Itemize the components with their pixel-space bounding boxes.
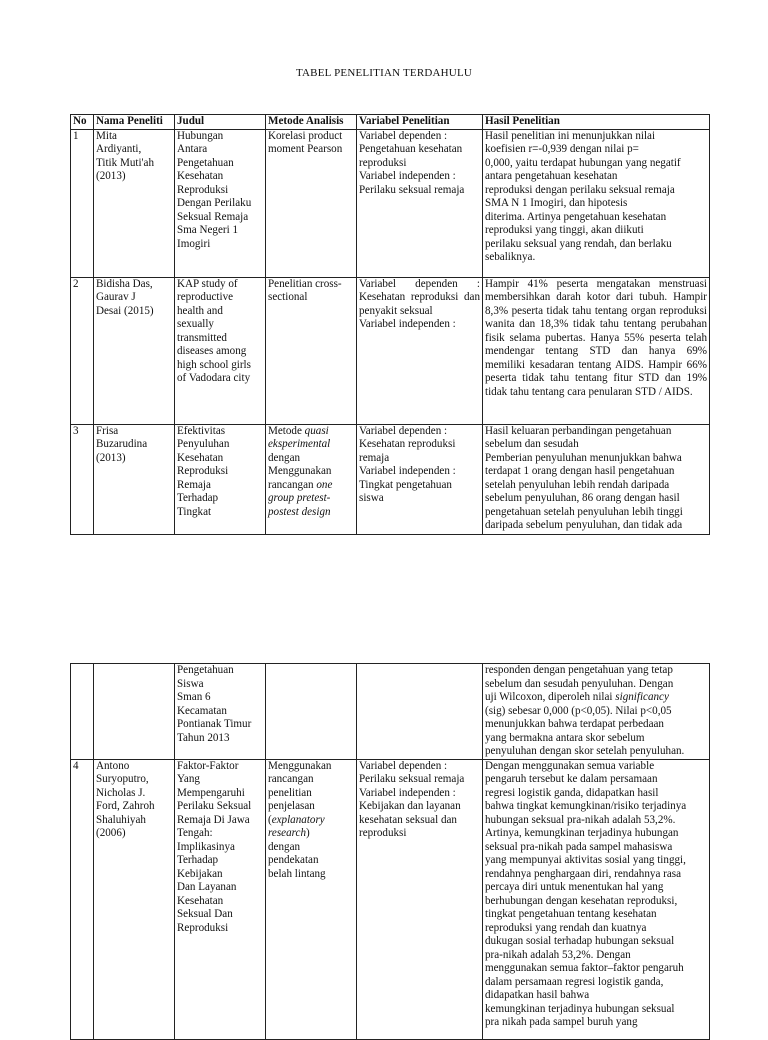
cell-metode: [266, 424, 357, 534]
cell-hasil: Hasil keluaran perbandingan pengetahuan sebelum dan sesudah Pemberian penyuluhan menunjukkan bahwa terdapat 1 orang dengan hasil pengetahuan setelah penyuluhan lebih rendah daripada sebelum penyuluhan, 86 orang dengan hasil pengetahuan setelah penyuluhan lebih tinggi daripada sebelum penyuluhan, dan tidak ada: [483, 424, 710, 534]
cell-variabel: [357, 664, 483, 760]
research-table: [70, 114, 710, 535]
cell-hasil: Dengan menggunakan semua variable pengaruh tersebut ke dalam persamaan regresi logistik ganda, didapatkan hasil bahwa tingkat kemungkinan/risiko terjadinya hubungan seksual pra-nikah adalah 53,2%. Artinya, kemungkinan terjadinya hubungan seksual pra-nikah pada sampel mahasiswa yang mempunyai aktivitas sosial yang tinggi, rendahnya penghargaan diri, rendahnya rasa percaya diri untuk menentukan hal yang berhubungan dengan kesehatan reproduksi, tingkat pengetahuan tentang kesehatan reproduksi yang rendah dan kuatnya dukugan sosial terhadap hubungan seksual pra-nikah adalah 53,2%. Dengan menggunakan semua faktor–faktor pengaruh dalam persamaan regresi logistik ganda, didapatkan hasil bahwa kemungkinan terjadinya hubungan seksual pra nikah pada sampel buruh yang: [483, 759, 710, 1039]
cell-nama: Frisa Buzarudina (2013): [94, 424, 175, 534]
cell-variabel: Variabel dependen : Kesehatan reproduksi remaja Variabel independen : Tingkat pengetahuan siswa: [357, 424, 483, 534]
cell-judul: KAP study of reproductive health and sexually transmitted diseases among high school girls of Vadodara city: [175, 277, 266, 424]
metode-italic: quasi eksperimental: [268, 424, 331, 450]
cell-nama: Mita Ardiyanti, Titik Muti'ah (2013): [94, 129, 175, 277]
cell-variabel: Variabel dependen : Pengetahuan kesehatan reproduksi Variabel independen : Perilaku seksual remaja: [357, 129, 483, 277]
cell-judul: Faktor-Faktor Yang Mempengaruhi Perilaku Seksual Remaja Di Jawa Tengah: Implikasinya Terhadap Kebijakan Dan Layanan Kesehatan Seksual Dan Reproduksi: [175, 759, 266, 1039]
metode-text: Metode: [268, 424, 305, 437]
metode-text: dengan Menggunakan rancangan: [268, 451, 332, 491]
cell-no: 2: [71, 277, 94, 424]
header-metode: Metode Analisis: [266, 115, 357, 130]
header-variabel: Variabel Penelitian: [357, 115, 483, 130]
cell-variabel: Variabel dependen : Perilaku seksual remaja Variabel independen : Kebijakan dan layanan kesehatan seksual dan reproduksi: [357, 759, 483, 1039]
table-row: [71, 759, 710, 1039]
cell-metode: [266, 664, 357, 760]
metode-text: ) dengan pendekatan belah lintang: [268, 827, 326, 880]
header-no: No: [71, 115, 94, 130]
cell-judul: Pengetahuan Siswa Sman 6 Kecamatan Pontianak Timur Tahun 2013: [175, 664, 266, 760]
cell-no: [71, 664, 94, 760]
cell-hasil: Hasil penelitian ini menunjukkan nilai koefisien r=-0,939 dengan nilai p= 0,000, yaitu terdapat hubungan yang negatif antara pengetahuan kesehatan reproduksi dengan perilaku seksual remaja SMA N 1 Imogiri, dan hipotesis diterima. Artinya pengetahuan kesehatan reproduksi yang tinggi, akan diikuti perilaku seksual yang rendah, dan berlaku sebaliknya.: [483, 129, 710, 277]
cell-nama: [94, 664, 175, 760]
table-row: [71, 424, 710, 534]
cell-hasil: Hampir 41% peserta mengatakan menstruasi membersihkan darah kotor dari tubuh. Hampir 8,3% peserta tidak tahu tentang organ reproduksi wanita dan 18,3% tidak tahu tentang perubahan fisik selama pubertas. Hanya 55% peserta telah mendengar tentang STD dan hanya 69% memiliki kesadaran tentang AIDS. Hampir 66% peserta tidak tahu tentang fitur STD dan 19% tidak tahu tentang cara penularan STD / AIDS.: [483, 277, 710, 424]
cell-no: 3: [71, 424, 94, 534]
table-row: [71, 129, 710, 277]
document-title: TABEL PENELITIAN TERDAHULU: [295, 67, 473, 79]
table-row: [71, 277, 710, 424]
header-judul: Judul: [175, 115, 266, 130]
metode-italic: explanatory research: [268, 813, 325, 839]
table-row: [71, 664, 710, 760]
cell-judul: Hubungan Antara Pengetahuan Kesehatan Reproduksi Dengan Perilaku Seksual Remaja Sma Negeri 1 Imogiri: [175, 129, 266, 277]
table-header-row: [71, 115, 710, 130]
metode-text: Menggunakan rancangan penelitian penjelasan (: [268, 759, 332, 826]
header-hasil: Hasil Penelitian: [483, 115, 710, 130]
cell-nama: Bidisha Das, Gaurav J Desai (2015): [94, 277, 175, 424]
header-nama: Nama Peneliti: [94, 115, 175, 130]
hasil-text: (sig) sebesar 0,000 (p<0,05). Nilai p<0,05 menunjukkan bahwa terdapat perbedaan yang bermakna antara skor sebelum penyuluhan dengan skor setelah penyuluhan.: [485, 704, 685, 757]
research-table-continued: [70, 663, 710, 1040]
hasil-text: responden dengan pengetahuan yang tetap sebelum dan sesudah penyuluhan. Dengan uji Wilcoxon, diperoleh nilai: [485, 664, 674, 703]
cell-metode: Penelitian cross- sectional: [266, 277, 357, 424]
cell-variabel: Variabel dependen : Kesehatan reproduksi dan penyakit seksual Variabel independen :: [357, 277, 483, 424]
cell-hasil: [483, 664, 710, 760]
metode-italic: one group pretest-postest design: [268, 478, 333, 518]
cell-metode: [266, 759, 357, 1039]
hasil-italic: significancy: [615, 691, 669, 703]
cell-nama: Antono Suryoputro, Nicholas J. Ford, Zahroh Shaluhiyah (2006): [94, 759, 175, 1039]
cell-judul: Efektivitas Penyuluhan Kesehatan Reproduksi Remaja Terhadap Tingkat: [175, 424, 266, 534]
cell-no: 1: [71, 129, 94, 277]
cell-no: 4: [71, 759, 94, 1039]
cell-metode: Korelasi product moment Pearson: [266, 129, 357, 277]
